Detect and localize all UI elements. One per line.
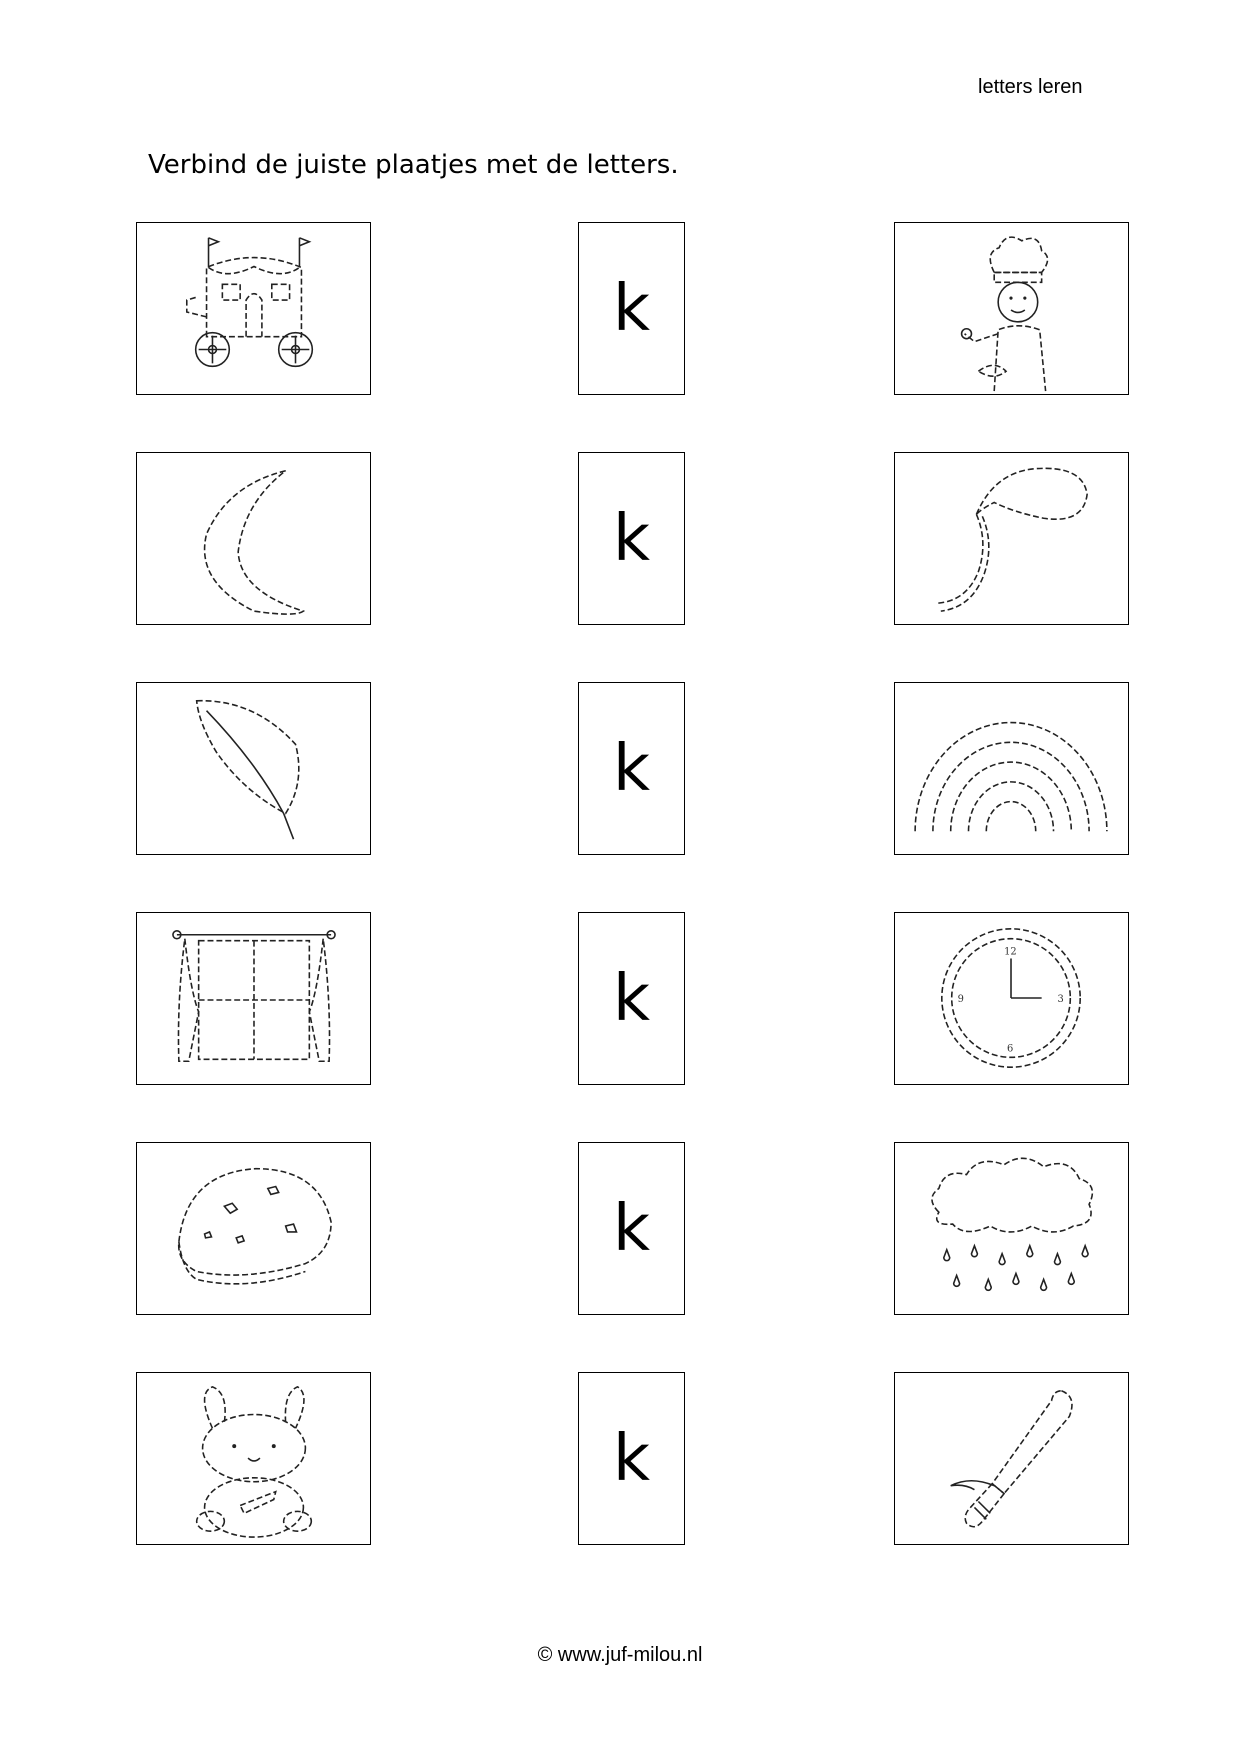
club-picture-card[interactable] [894, 1372, 1129, 1545]
letter-card-6[interactable]: k [578, 1372, 685, 1545]
rabbit-icon [137, 1373, 370, 1544]
letter-card-5[interactable]: k [578, 1142, 685, 1315]
clock-numeral-3: 3 [1057, 993, 1064, 1005]
club-icon [895, 1373, 1128, 1544]
lasso-picture-card[interactable] [894, 452, 1129, 625]
moon-picture-card[interactable] [136, 452, 371, 625]
lasso-icon [895, 453, 1128, 624]
cook-icon [895, 223, 1128, 394]
feather-icon [137, 683, 370, 854]
instruction-text: Verbind de juiste plaatjes met de letters. [148, 150, 679, 180]
rainbow-picture-card[interactable] [894, 682, 1129, 855]
carriage-picture-card[interactable] [136, 222, 371, 395]
letter-card-2[interactable]: k [578, 452, 685, 625]
rain-cloud-picture-card[interactable] [894, 1142, 1129, 1315]
letter-card-3[interactable]: k [578, 682, 685, 855]
worksheet-subject: letters leren [978, 76, 1083, 98]
footer-copyright: © www.juf-milou.nl [537, 1644, 703, 1666]
clock-numeral-9: 9 [957, 993, 964, 1005]
clock-numeral-6: 6 [1007, 1043, 1014, 1055]
clock-picture-card[interactable] [894, 912, 1129, 1085]
letter-card-1[interactable]: k [578, 222, 685, 395]
rain-cloud-icon [895, 1143, 1128, 1314]
moon-icon [137, 453, 370, 624]
feather-picture-card[interactable] [136, 682, 371, 855]
carriage-icon [137, 223, 370, 394]
cookie-icon [137, 1143, 370, 1314]
clock-numeral-12: 12 [1004, 946, 1017, 958]
rainbow-icon [895, 683, 1128, 854]
cookie-picture-card[interactable] [136, 1142, 371, 1315]
rabbit-picture-card[interactable] [136, 1372, 371, 1545]
clock-icon [895, 913, 1128, 1084]
letter-card-4[interactable]: k [578, 912, 685, 1085]
window-icon [137, 913, 370, 1084]
window-picture-card[interactable] [136, 912, 371, 1085]
cook-picture-card[interactable] [894, 222, 1129, 395]
